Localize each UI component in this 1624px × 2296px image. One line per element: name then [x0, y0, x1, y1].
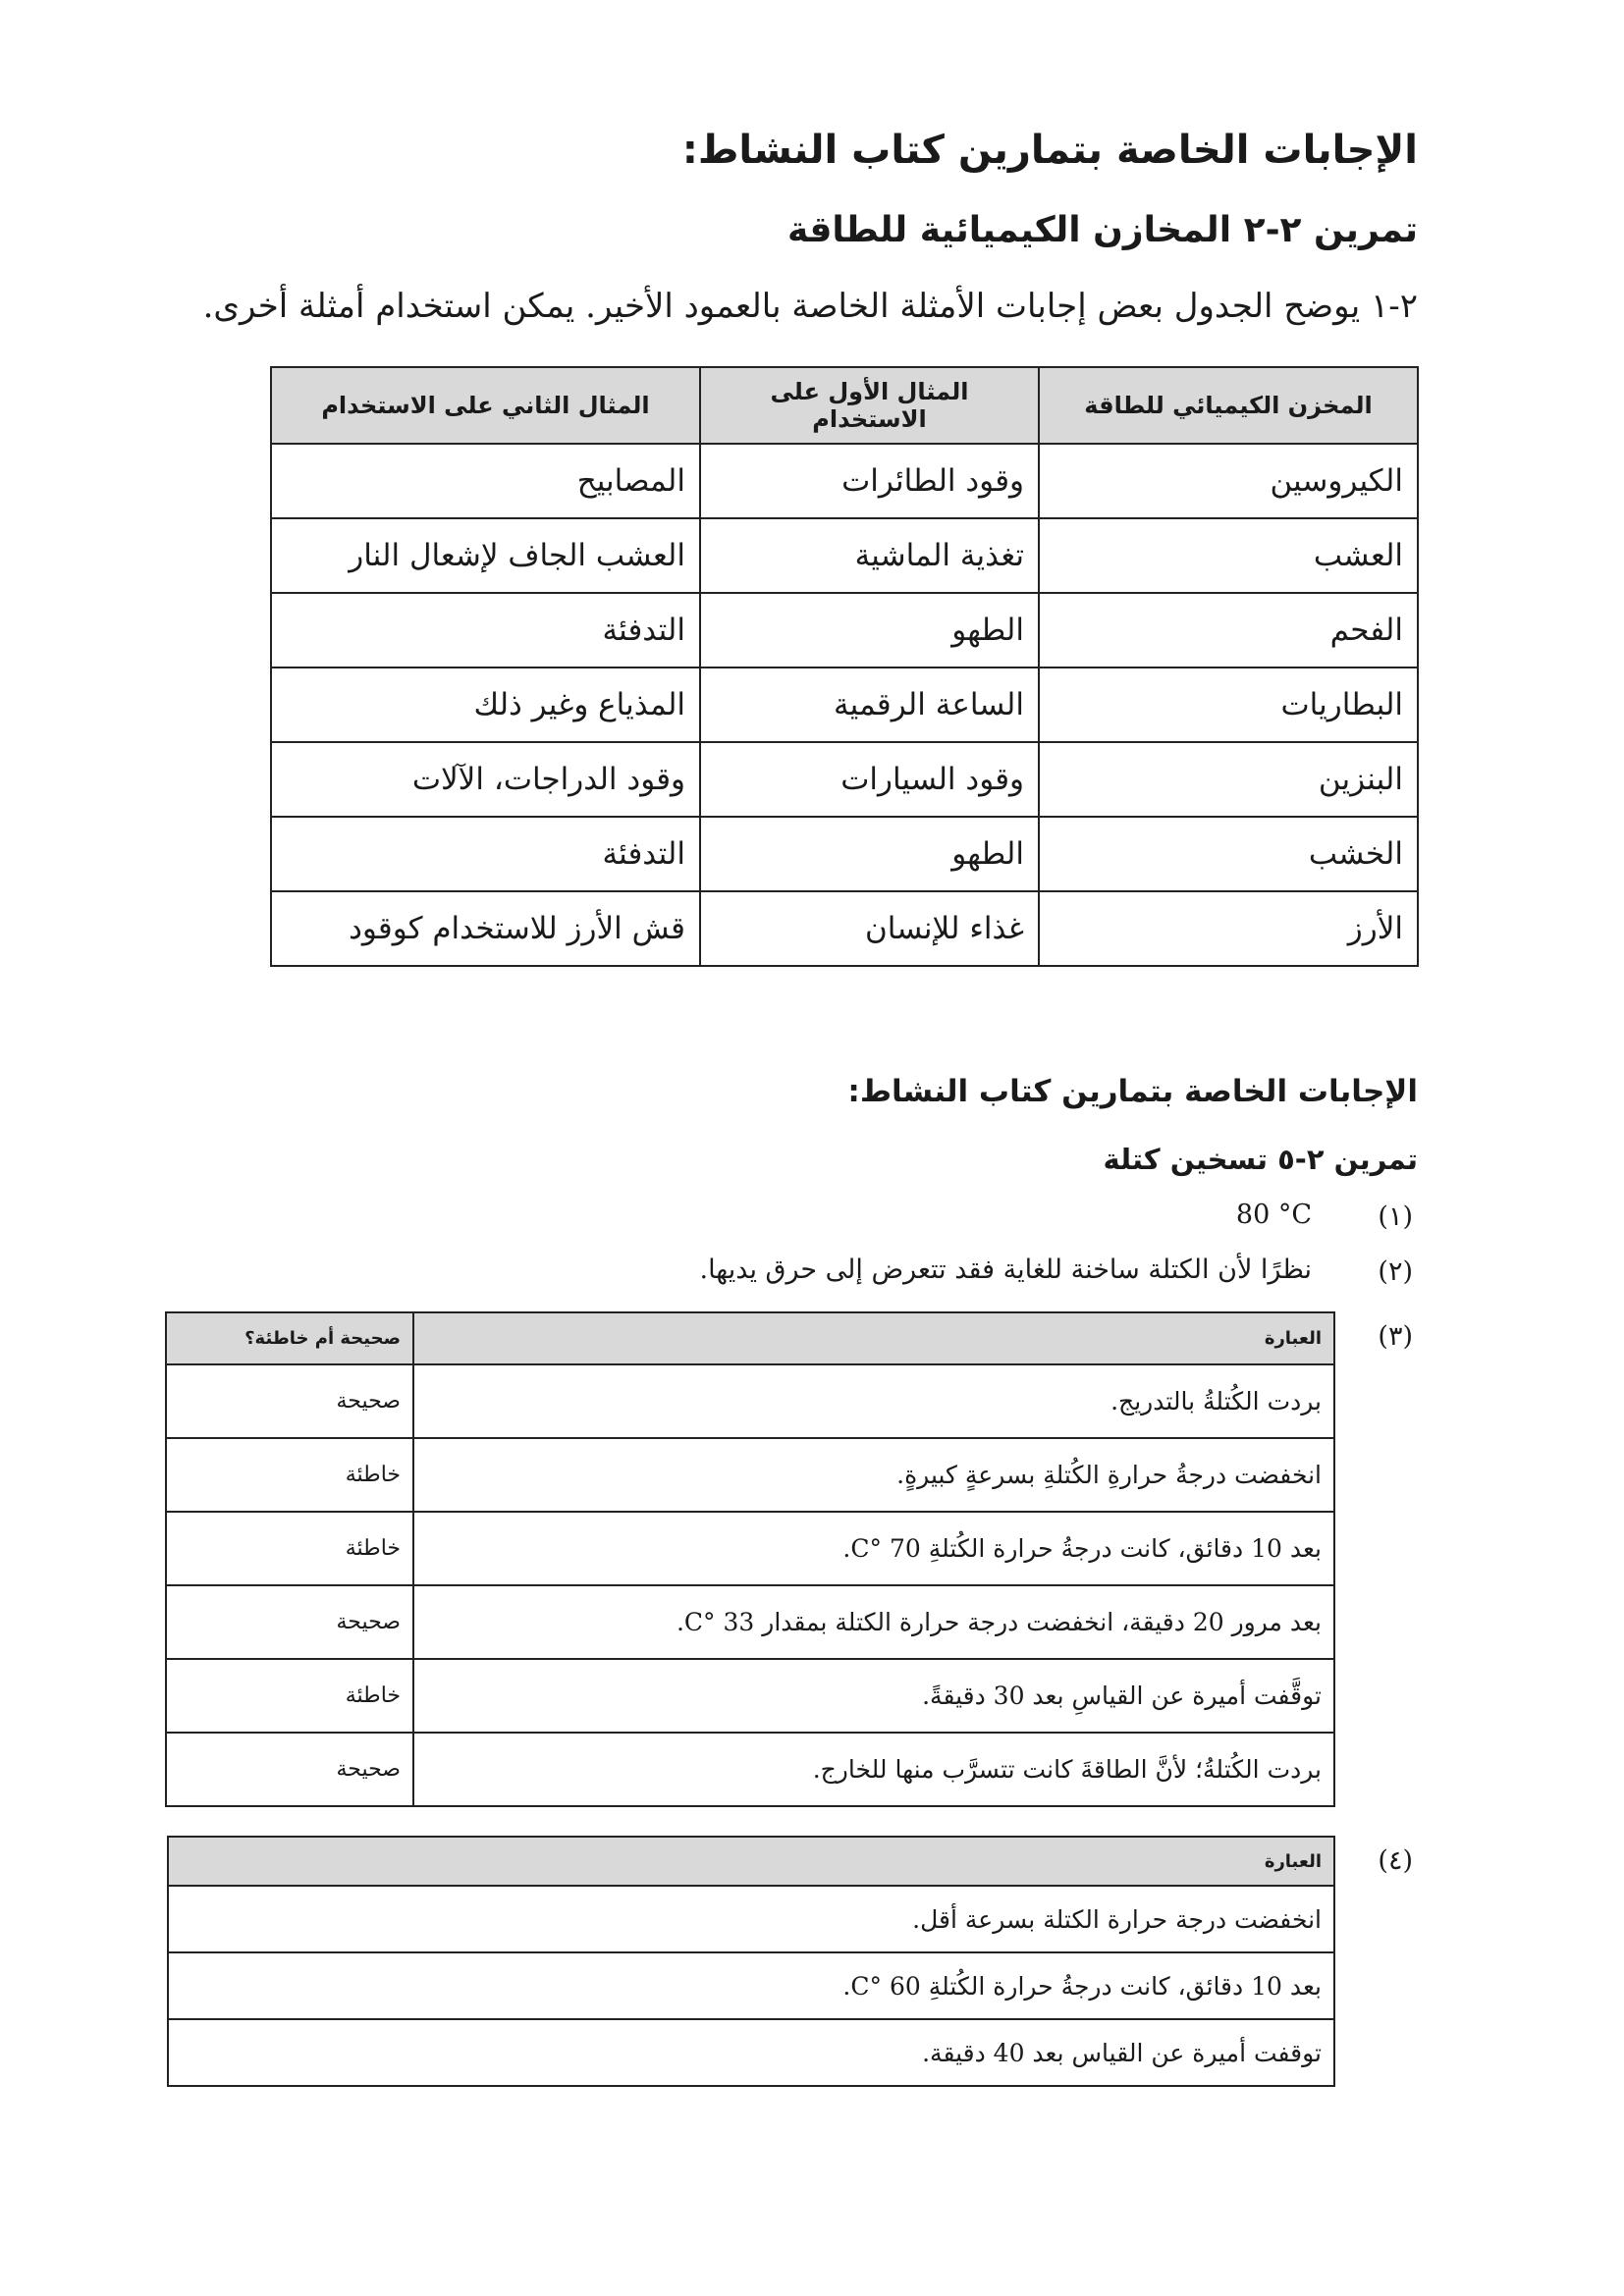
table-row	[271, 742, 1418, 817]
item-answer-2: نظرًا لأن الكتلة ساخنة للغاية فقد تتعرض إلى حرق يديها.	[699, 1255, 1312, 1285]
table-row	[168, 1886, 1334, 1952]
table-cell: قش الأرز للاستخدام كوقود	[271, 891, 700, 966]
header-energy-store: المخزن الكيميائي للطاقة	[1039, 367, 1418, 444]
table-row	[271, 667, 1418, 742]
item-number-4: (٤)	[1378, 1845, 1413, 1876]
table-cell: الساعة الرقمية	[700, 667, 1039, 742]
item-number-3: (٣)	[1378, 1321, 1413, 1352]
table-row	[271, 593, 1418, 667]
table-cell: غذاء للإنسان	[700, 891, 1039, 966]
table-cell: وقود الدراجات، الآلات	[271, 742, 700, 817]
table-row	[166, 1512, 1334, 1585]
energy-stores-table	[270, 366, 1419, 967]
answer-cell: صحيحة	[166, 1364, 413, 1438]
statement-cell: بعد 10 دقائق، كانت درجةُ حرارة الكُتلةِ 60 °C.	[168, 1952, 1334, 2019]
item-answer-1: 80 °C	[1235, 1200, 1312, 1230]
section2-heading: الإجابات الخاصة بتمارين كتاب النشاط:	[847, 1074, 1418, 1109]
table-row	[166, 1438, 1334, 1512]
table-cell: تغذية الماشية	[700, 518, 1039, 593]
table-cell: وقود الطائرات	[700, 444, 1039, 518]
statement-cell: بعد مرور 20 دقيقة، انخفضت درجة حرارة الكتلة بمقدار 33 °C.	[413, 1585, 1334, 1659]
header-statement: العبارة	[413, 1312, 1334, 1364]
table-cell: العشب الجاف لإشعال النار	[271, 518, 700, 593]
section1-intro: ٢-١ يوضح الجدول بعض إجابات الأمثلة الخاصة بالعمود الأخير. يمكن استخدام أمثلة أخرى.	[202, 287, 1418, 326]
section1-heading: الإجابات الخاصة بتمارين كتاب النشاط:	[681, 128, 1418, 173]
item-number-1: (١)	[1378, 1201, 1413, 1232]
table-row	[168, 2019, 1334, 2086]
table-header-row	[166, 1312, 1334, 1364]
table-cell: المصابيح	[271, 444, 700, 518]
answer-cell: خاطئة	[166, 1512, 413, 1585]
true-false-table	[165, 1311, 1335, 1807]
section2-exercise-title: تمرين ٢-٥ تسخين كتلة	[1103, 1143, 1418, 1176]
statement-cell: بعد 10 دقائق، كانت درجةُ حرارة الكُتلةِ 70 °C.	[413, 1512, 1334, 1585]
statements-table	[167, 1836, 1335, 2087]
table-cell: الطهو	[700, 817, 1039, 891]
statement-cell: بردت الكُتلةُ؛ لأنَّ الطاقةَ كانت تتسرَّب منها للخارج.	[413, 1733, 1334, 1806]
table-cell: الطهو	[700, 593, 1039, 667]
header-true-false: صحيحة أم خاطئة؟	[166, 1312, 413, 1364]
answer-cell: صحيحة	[166, 1733, 413, 1806]
table-row	[166, 1585, 1334, 1659]
table-row	[271, 891, 1418, 966]
header-statement: العبارة	[168, 1837, 1334, 1886]
table-cell: التدفئة	[271, 593, 700, 667]
header-second-example: المثال الثاني على الاستخدام	[271, 367, 700, 444]
answer-cell: خاطئة	[166, 1438, 413, 1512]
item-number-2: (٢)	[1378, 1256, 1413, 1287]
table-row	[271, 444, 1418, 518]
table-row	[168, 1952, 1334, 2019]
statement-cell: توقفت أميرة عن القياس بعد 40 دقيقة.	[168, 2019, 1334, 2086]
table-cell: التدفئة	[271, 817, 700, 891]
table-header-row	[271, 367, 1418, 444]
table-row	[166, 1659, 1334, 1733]
table-row	[166, 1733, 1334, 1806]
table-row	[166, 1364, 1334, 1438]
statement-cell: انخفضت درجةُ حرارةِ الكُتلةِ بسرعةٍ كبيرةٍ.	[413, 1438, 1334, 1512]
section1-exercise-title: تمرين ٢-٢ المخازن الكيميائية للطاقة	[786, 210, 1418, 250]
header-first-example: المثال الأول على الاستخدام	[700, 367, 1039, 444]
table-cell: العشب	[1039, 518, 1418, 593]
table-row	[271, 817, 1418, 891]
table-cell: المذياع وغير ذلك	[271, 667, 700, 742]
table-cell: الكيروسين	[1039, 444, 1418, 518]
table-row	[271, 518, 1418, 593]
table-cell: الفحم	[1039, 593, 1418, 667]
table-cell: الأرز	[1039, 891, 1418, 966]
statement-cell: توقَّفت أميرة عن القياسِ بعد 30 دقيقةً.	[413, 1659, 1334, 1733]
answer-cell: خاطئة	[166, 1659, 413, 1733]
statement-cell: انخفضت درجة حرارة الكتلة بسرعة أقل.	[168, 1886, 1334, 1952]
statement-cell: بردت الكُتلةُ بالتدريج.	[413, 1364, 1334, 1438]
table-cell: وقود السيارات	[700, 742, 1039, 817]
answer-cell: صحيحة	[166, 1585, 413, 1659]
table-cell: البنزين	[1039, 742, 1418, 817]
table-header-row	[168, 1837, 1334, 1886]
table-cell: الخشب	[1039, 817, 1418, 891]
table-cell: البطاريات	[1039, 667, 1418, 742]
